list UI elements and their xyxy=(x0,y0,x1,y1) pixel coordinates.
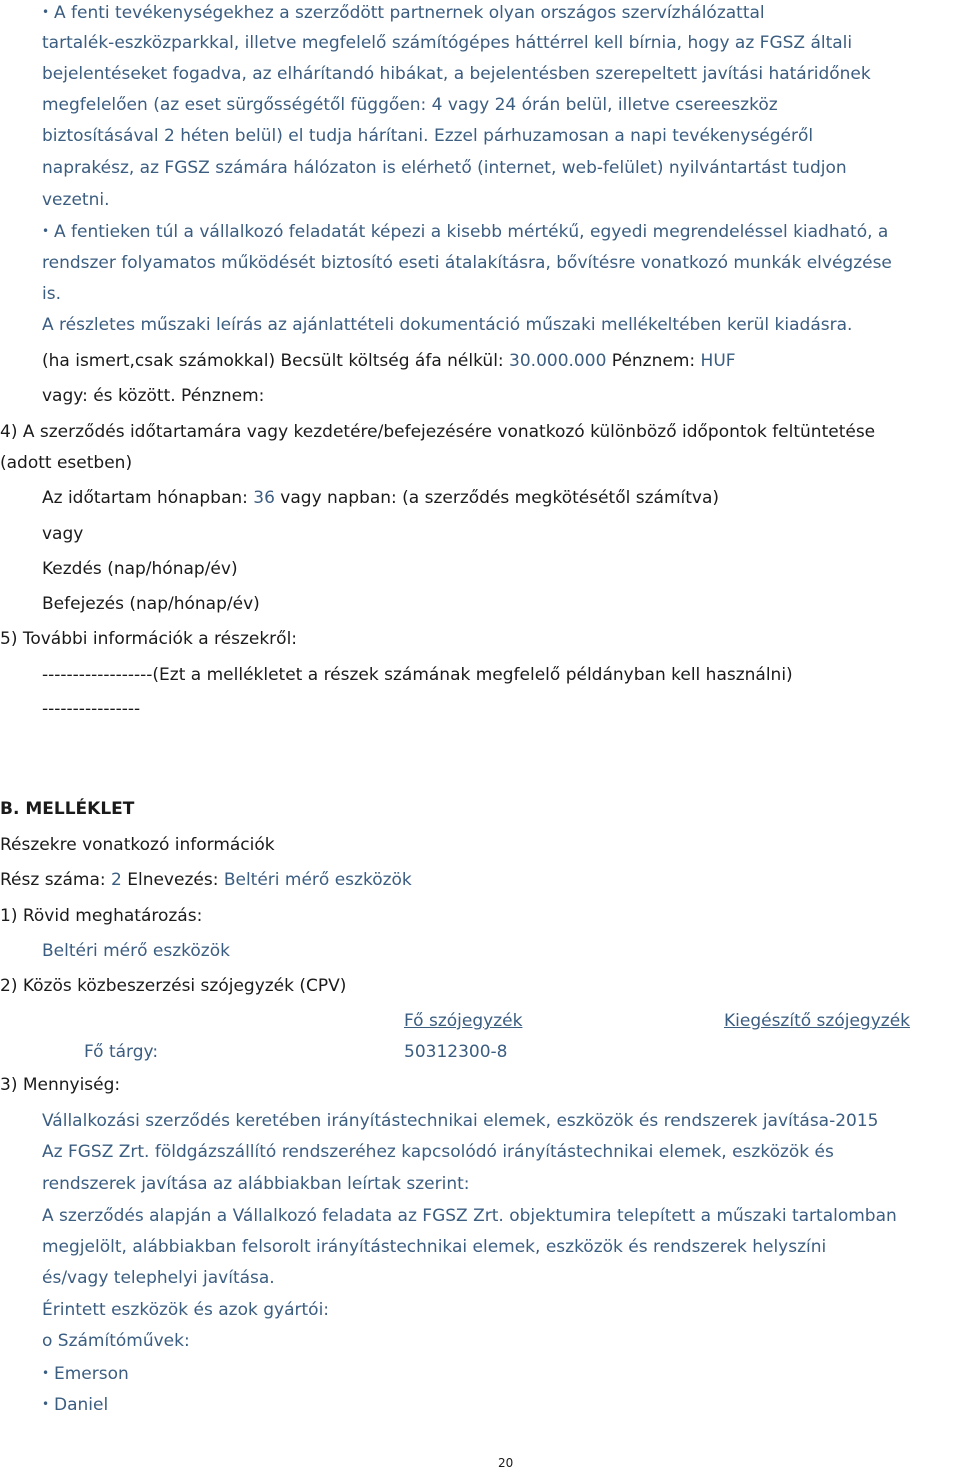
paragraph-line: is. xyxy=(42,284,61,304)
estimated-cost-line xyxy=(42,350,736,372)
cpv-row-label: Fő tárgy: xyxy=(84,1042,159,1062)
section-2-heading: 2) Közös közbeszerzési szójegyzék (CPV) xyxy=(0,976,347,996)
separator-note: ------------------(Ezt a mellékletet a részek számának megfelelő példányban kell használni) xyxy=(42,665,793,685)
section-4-heading-cont: (adott esetben) xyxy=(0,453,133,473)
paragraph-line: bejelentéseket fogadva, az elhárítandó hibákat, a bejelentésben szerepeltett javítási határidőnek xyxy=(42,64,871,84)
quantity-line: Érintett eszközök és azok gyártói: xyxy=(42,1300,330,1320)
section-3-heading: 3) Mennyiség: xyxy=(0,1075,121,1095)
duration-line xyxy=(42,487,719,509)
cpv-main-header: Fő szójegyzék xyxy=(404,1011,523,1031)
quantity-line: Vállalkozási szerződés keretében irányítástechnikai elemek, eszközök és rendszerek javítása-2015 xyxy=(42,1111,879,1131)
quantity-line: A szerződés alapján a Vállalkozó feladata az FGSZ Zrt. objektumira telepített a műszaki tartalomban xyxy=(42,1206,897,1226)
paragraph-line: • A fentieken túl a vállalkozó feladatát képezi a kisebb mértékű, egyedi megrendeléssel kiadható, a xyxy=(42,220,888,243)
duration-label: Az időtartam hónapban: xyxy=(42,488,254,508)
end-date-label: Befejezés (nap/hónap/év) xyxy=(42,594,260,614)
cost-label: (ha ismert,csak számokkal) Becsült költség áfa nélkül: xyxy=(42,351,510,371)
paragraph-line: biztosításával 2 héten belül) el tudja hárítani. Ezzel párhuzamosan a napi tevékenységéről xyxy=(42,126,814,146)
paragraph-line: megfelelően (az eset sürgősségétől függően: 4 vagy 24 órán belül, illetve csereeszköz xyxy=(42,95,778,115)
cpv-row-value: 50312300-8 xyxy=(404,1042,508,1062)
quantity-line: o Számítóművek: xyxy=(42,1331,190,1351)
cpv-supplementary-header: Kiegészítő szójegyzék xyxy=(724,1011,910,1031)
name-label: Elnevezés: xyxy=(121,870,224,890)
list-item: • Emerson xyxy=(42,1362,129,1385)
technical-description-note: A részletes műszaki leírás az ajánlattételi dokumentáció műszaki mellékeltében kerül kiadásra. xyxy=(42,315,853,335)
page-number: 20 xyxy=(498,1456,514,1470)
annex-subtitle: Részekre vonatkozó információk xyxy=(0,835,275,855)
paragraph-line: rendszer folyamatos működését biztosító eseti átalakításra, bővítésre vonatkozó munkák elvégzése xyxy=(42,253,892,273)
part-name: Beltéri mérő eszközök xyxy=(223,870,412,890)
duration-value: 36 xyxy=(253,488,275,508)
paragraph-line: • A fenti tevékenységekhez a szerződött partnernek olyan országos szervízhálózattal xyxy=(42,1,765,24)
section-1-heading: 1) Rövid meghatározás: xyxy=(0,906,203,926)
paragraph-line: naprakész, az FGSZ számára hálózaton is elérhető (internet, web-felület) nyilvántartást tudjon xyxy=(42,158,847,178)
part-number: 2 xyxy=(111,870,122,890)
quantity-line: és/vagy telephelyi javítása. xyxy=(42,1268,275,1288)
separator-dashes: ---------------- xyxy=(42,699,141,719)
part-label: Rész száma: xyxy=(0,870,111,890)
quantity-line: rendszerek javítása az alábbiakban leírtak szerint: xyxy=(42,1174,470,1194)
paragraph-line: vezetni. xyxy=(42,190,110,210)
range-line: vagy: és között. Pénznem: xyxy=(42,386,265,406)
list-item: • Daniel xyxy=(42,1393,108,1416)
section-4-heading: 4) A szerződés időtartamára vagy kezdetére/befejezésére vonatkozó különböző időpontok feltüntetése xyxy=(0,422,876,442)
annex-title: B. MELLÉKLET xyxy=(0,799,135,819)
section-5-heading: 5) További információk a részekről: xyxy=(0,629,298,649)
part-line xyxy=(0,869,412,891)
quantity-line: Az FGSZ Zrt. földgázszállító rendszeréhez kapcsolódó irányítástechnikai elemek, eszközök és xyxy=(42,1142,834,1162)
quantity-line: megjelölt, alábbiakban felsorolt irányítástechnikai elemek, eszközök és rendszerek helyszíni xyxy=(42,1237,827,1257)
paragraph-line: tartalék-eszközparkkal, illetve megfelelő számítógépes háttérrel kell bírnia, hogy az FGSZ általi xyxy=(42,33,853,53)
duration-rest: vagy napban: (a szerződés megkötésétől számítva) xyxy=(274,488,719,508)
currency-label: Pénznem: xyxy=(606,351,701,371)
short-description: Beltéri mérő eszközök xyxy=(42,941,230,961)
or-text: vagy xyxy=(42,524,84,544)
cost-value: 30.000.000 xyxy=(509,351,607,371)
start-date-label: Kezdés (nap/hónap/év) xyxy=(42,559,238,579)
currency-value: HUF xyxy=(700,351,736,371)
